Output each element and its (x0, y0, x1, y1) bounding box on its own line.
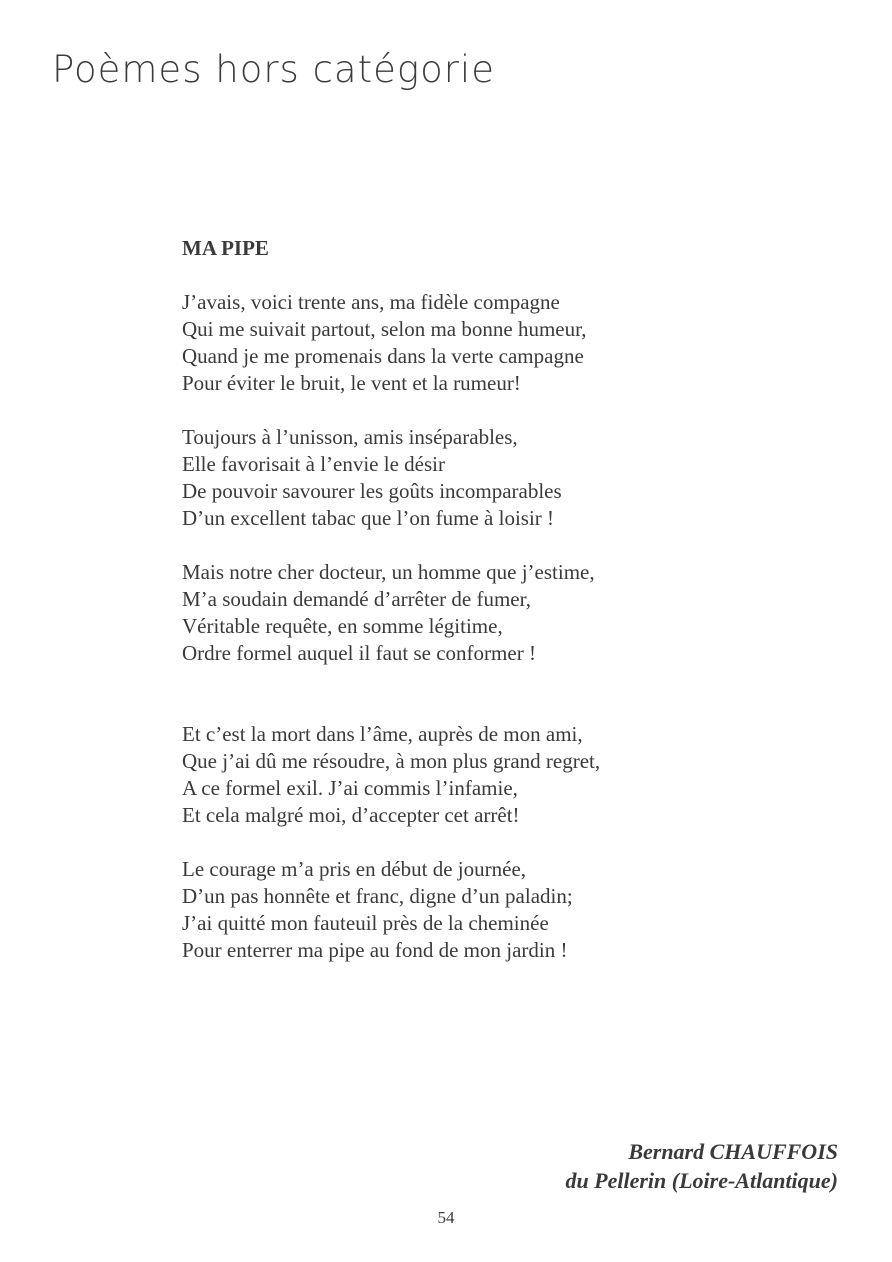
verse: Véritable requête, en somme légitime, (182, 614, 503, 638)
author-signature (565, 1137, 838, 1195)
verse: Qui me suivait partout, selon ma bonne humeur, (182, 317, 587, 341)
verse: D’un pas honnête et franc, digne d’un paladin; (182, 884, 573, 908)
verse: D’un excellent tabac que l’on fume à loisir ! (182, 506, 555, 530)
verse: Quand je me promenais dans la verte campagne (182, 344, 584, 368)
verse: Pour éviter le bruit, le vent et la rumeur! (182, 371, 521, 395)
stanza-1 (182, 289, 742, 397)
stanza-3 (182, 559, 742, 667)
verse: J’ai quitté mon fauteuil près de la cheminée (182, 911, 549, 935)
verse: Ordre formel auquel il faut se conformer ! (182, 641, 536, 665)
poem (182, 235, 742, 991)
stanza-2 (182, 424, 742, 532)
verse: Toujours à l’unisson, amis inséparables, (182, 425, 518, 449)
verse: De pouvoir savourer les goûts incomparables (182, 479, 562, 503)
author-name: Bernard CHAUFFOIS (628, 1139, 838, 1164)
verse: Mais notre cher docteur, un homme que j’estime, (182, 560, 595, 584)
page-number: 54 (437, 1208, 455, 1227)
stanza-4 (182, 721, 742, 829)
verse: Et cela malgré moi, d’accepter cet arrêt! (182, 803, 520, 827)
verse: Et c’est la mort dans l’âme, auprès de mon ami, (182, 722, 583, 746)
stanza-5 (182, 856, 742, 964)
verse: Le courage m’a pris en début de journée, (182, 857, 527, 881)
verse: Elle favorisait à l’envie le désir (182, 452, 445, 476)
verse: Pour enterrer ma pipe au fond de mon jardin ! (182, 938, 568, 962)
verse: M’a soudain demandé d’arrêter de fumer, (182, 587, 532, 611)
poem-title: MA PIPE (182, 236, 269, 260)
author-location: du Pellerin (Loire-Atlantique) (565, 1168, 838, 1193)
verse: Que j’ai dû me résoudre, à mon plus grand regret, (182, 749, 601, 773)
section-title: Poèmes hors catégorie (52, 48, 495, 91)
verse: A ce formel exil. J’ai commis l’infamie, (182, 776, 518, 800)
verse: J’avais, voici trente ans, ma fidèle compagne (182, 290, 560, 314)
